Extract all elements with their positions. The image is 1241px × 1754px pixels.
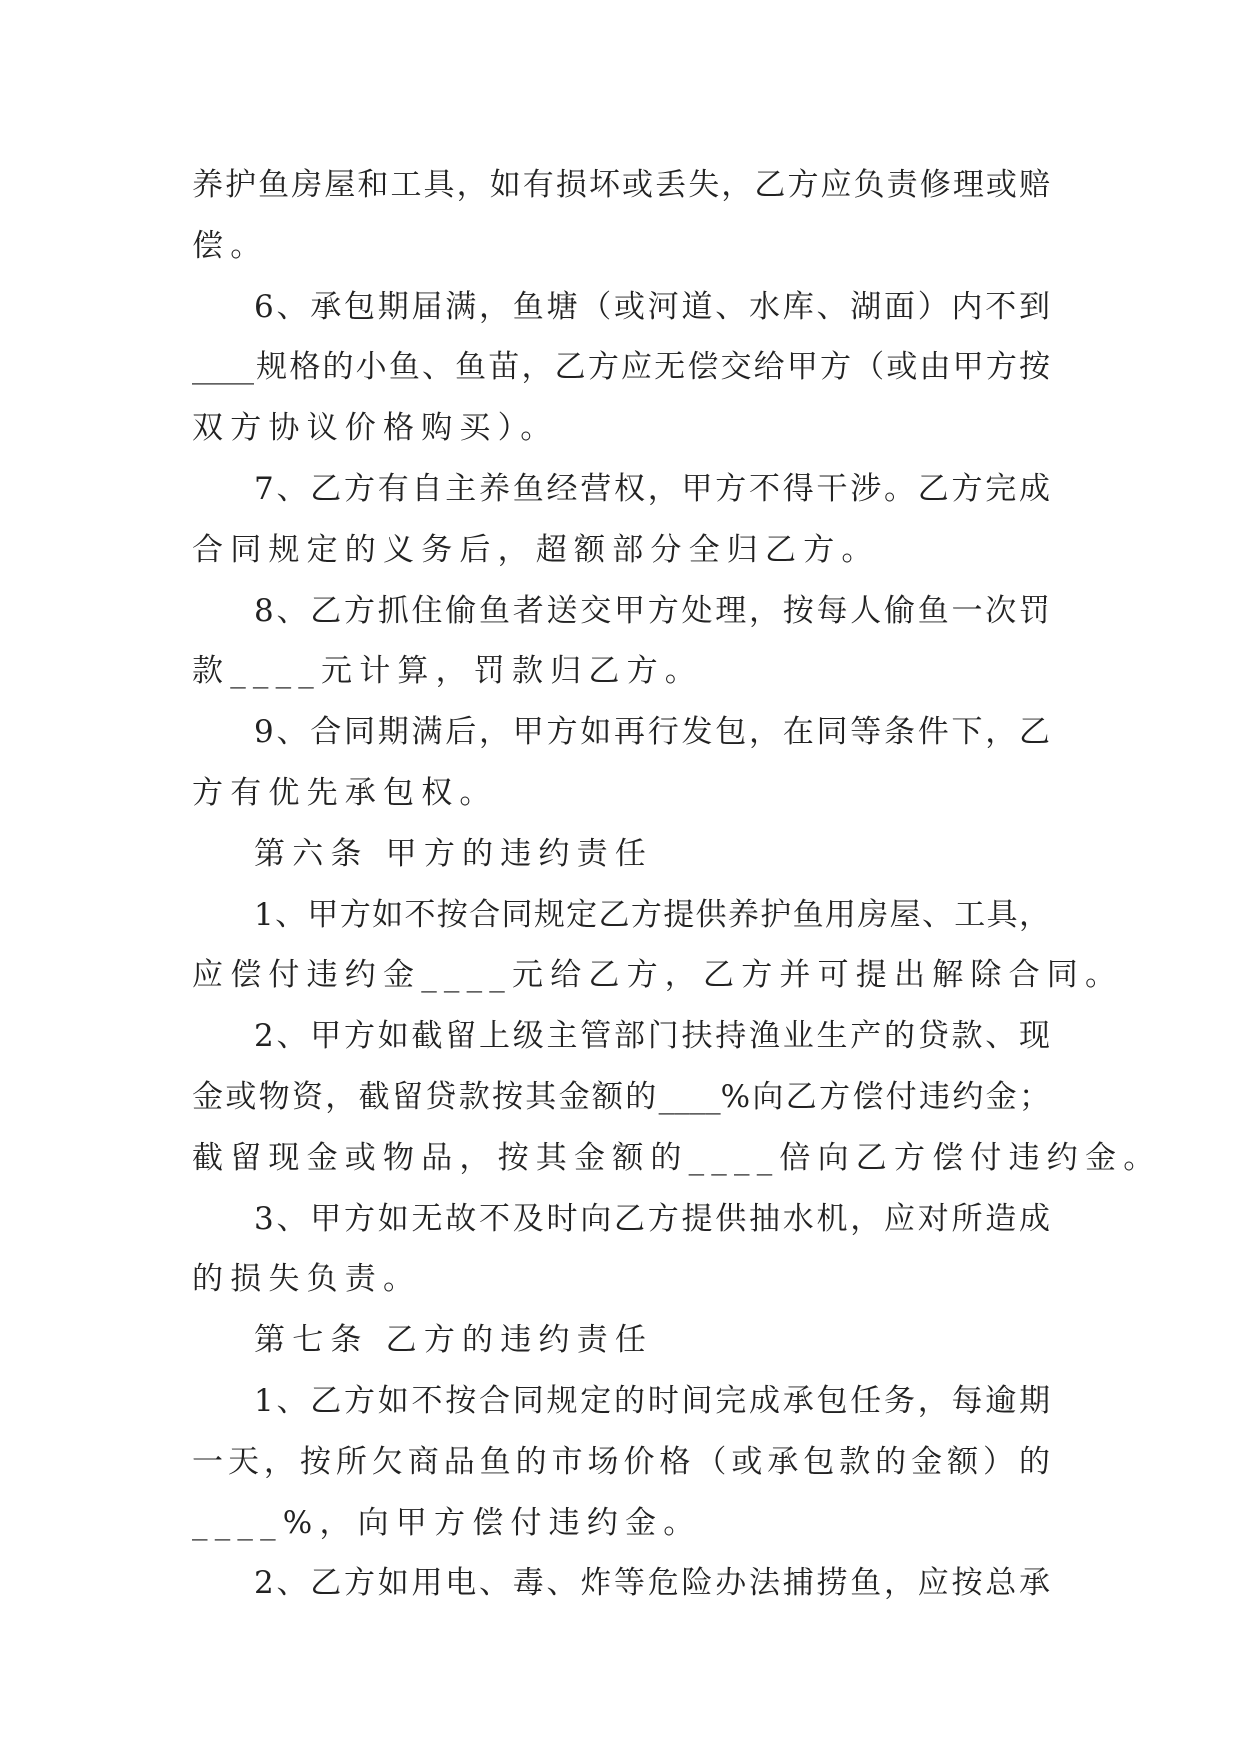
text-line: 8、乙方抓住偷鱼者送交甲方处理，按每人偷鱼一次罚 <box>254 592 1050 629</box>
section-heading: 第六条 甲方的违约责任 <box>254 835 654 872</box>
text-line: 7、乙方有自主养鱼经营权，甲方不得干涉。乙方完成 <box>254 470 1050 507</box>
text-line: 的损失负责。 <box>192 1261 422 1298</box>
text-line: ____%，向甲方偿付违约金。 <box>192 1504 702 1541</box>
text-line: 一天，按所欠商品鱼的市场价格（或承包款的金额）的 <box>192 1443 1050 1480</box>
section-heading: 第七条 乙方的违约责任 <box>254 1322 654 1359</box>
text-line: ____规格的小鱼、鱼苗，乙方应无偿交给甲方（或由甲方按 <box>192 349 1050 386</box>
text-line: 养护鱼房屋和工具，如有损坏或丢失，乙方应负责修理或赔 <box>192 167 1050 203</box>
text-line: 应偿付违约金____元给乙方，乙方并可提出解除合同。 <box>192 957 1124 994</box>
text-line: 截留现金或物品，按其金额的____倍向乙方偿付违约金。 <box>192 1139 1162 1176</box>
text-line: 1、甲方如不按合同规定乙方提供养护鱼用房屋、工具， <box>254 896 1050 933</box>
text-line: 金或物资，截留贷款按其金额的____%向乙方偿付违约金； <box>192 1078 1050 1115</box>
text-line: 1、乙方如不按合同规定的时间完成承包任务，每逾期 <box>254 1382 1050 1419</box>
document-page <box>192 155 1162 1614</box>
text-line: 2、乙方如用电、毒、炸等危险办法捕捞鱼，应按总承 <box>254 1565 1050 1602</box>
text-line: 9、合同期满后，甲方如再行发包，在同等条件下，乙 <box>254 714 1050 751</box>
text-line: 6、承包期届满，鱼塘（或河道、水库、湖面）内不到 <box>254 288 1050 325</box>
text-line: 3、甲方如无故不及时向乙方提供抽水机，应对所造成 <box>254 1200 1050 1237</box>
text-line: 偿。 <box>192 227 269 264</box>
text-line: 合同规定的义务后，超额部分全归乙方。 <box>192 531 880 568</box>
text-line: 2、甲方如截留上级主管部门扶持渔业生产的贷款、现 <box>254 1018 1050 1055</box>
text-line: 双方协议价格购买）。 <box>192 410 559 447</box>
text-line: 款____元计算，罚款归乙方。 <box>192 653 703 690</box>
text-line: 方有优先承包权。 <box>192 774 498 811</box>
